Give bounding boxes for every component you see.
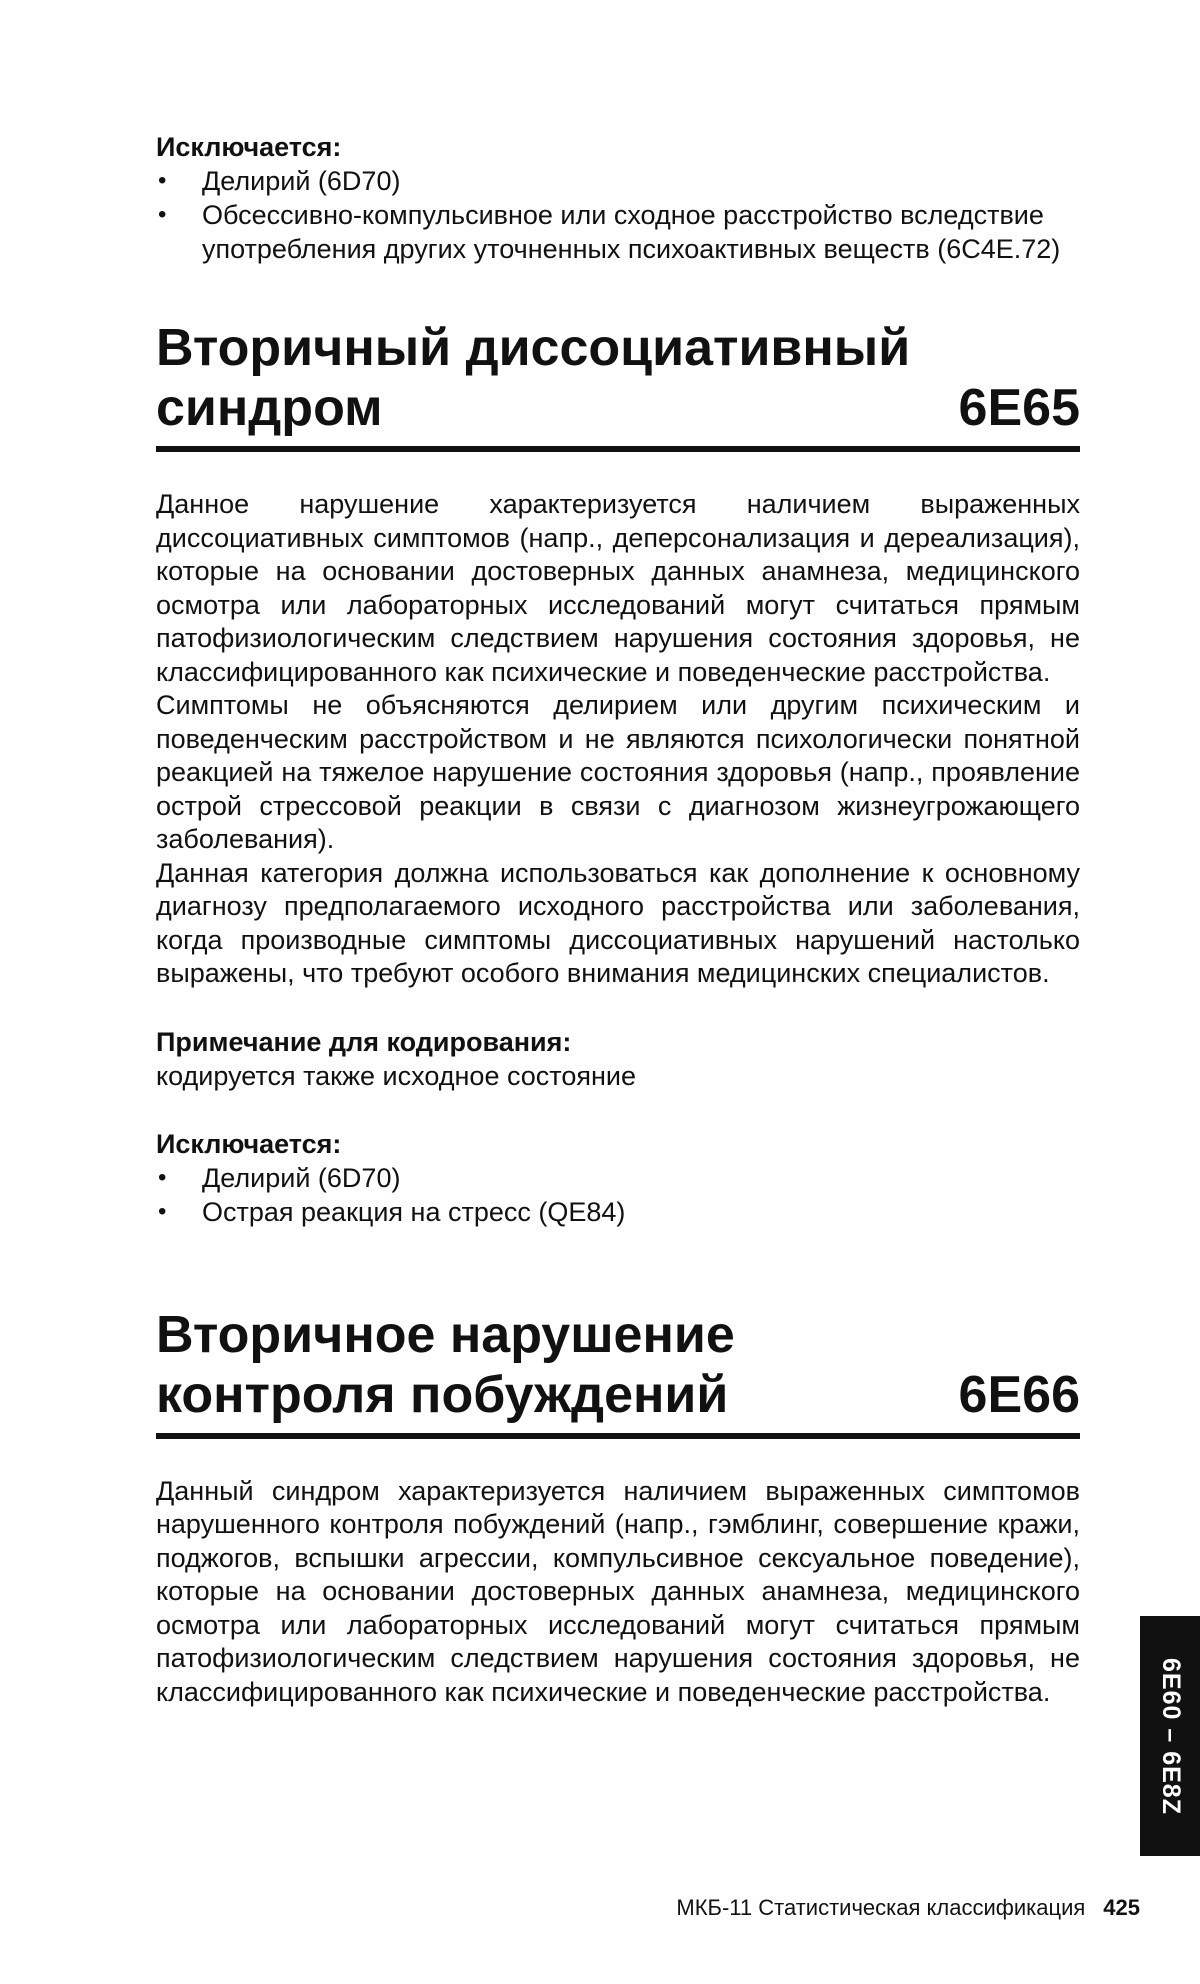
exclusions-list — [156, 164, 1080, 266]
page-content — [156, 130, 1080, 1709]
publication-title: МКБ-11 Статистическая классификация — [676, 1895, 1086, 1920]
chapter-range-label: 6E60 – 6E8Z — [1156, 1657, 1185, 1815]
section-6e66 — [156, 1305, 1080, 1710]
exclusion-item: • Делирий (6D70) — [156, 1161, 1080, 1195]
exclusions-list — [156, 1161, 1080, 1229]
coding-note — [156, 1025, 1080, 1093]
description-paragraph: Данная категория должна использоваться как дополнение к основному диагнозу предполагаемого исходного расстройства или заболевания, когда производные симптомы диссоциативных нарушений настолько выражены, что требуют особого внимания медицинских специалистов. — [156, 857, 1080, 988]
description-paragraph: Симптомы не объясняются делирием или другим психическим и поведенческим расстройством и не являются психологически понятной реакцией на тяжелое нарушение состояния здоровья (напр., проявление острой стрессовой реакции в связи с диагнозом жизнеугрожающего заболевания). — [156, 690, 1080, 854]
section-header — [156, 1305, 1080, 1439]
section-body — [156, 1475, 1080, 1710]
page-footer — [600, 1894, 1140, 1922]
section-body — [156, 488, 1080, 991]
section-exclusions — [156, 1127, 1080, 1229]
section-title: Вторичное нарушение контроля побуждений — [156, 1305, 735, 1424]
top-exclusions — [156, 130, 1080, 266]
description-paragraph: Данное нарушение характеризуется наличием выраженных диссоциативных симптомов (напр., деперсонализация и дереализация), которые на основании достоверных данных анамнеза, медицинского осмотра или лабораторных исследований могут считаться прямым патофизиологическим следствием нарушения состояния здоровья, не классифицированного как психические и поведенческие расстройства. — [156, 489, 1080, 687]
exclusion-item: • Обсессивно-компульсивное или сходное расстройство вследствие употребления других уточненных психоактивных веществ (6C4E.72) — [156, 198, 1080, 266]
section-6e65 — [156, 318, 1080, 1229]
section-title: Вторичный диссоциативный синдром — [156, 319, 911, 437]
exclusion-item: • Острая реакция на стресс (QE84) — [156, 1195, 1080, 1229]
coding-note-label: Примечание для кодирования: — [156, 1026, 572, 1057]
page-number: 425 — [1103, 1895, 1140, 1920]
section-header — [156, 318, 1080, 452]
section-code: 6E65 — [958, 379, 1080, 437]
exclusions-label: Исключается: — [156, 132, 342, 162]
coding-note-text: кодируется также исходное состояние — [156, 1060, 636, 1091]
exclusion-item: • Делирий (6D70) — [156, 164, 1080, 198]
exclusions-label: Исключается: — [156, 1128, 342, 1159]
chapter-range-tab — [1140, 1616, 1200, 1856]
description-paragraph: Данный синдром характеризуется наличием выраженных симптомов нарушенного контроля побуждений (напр., гэмблинг, совершение кражи, поджогов, вспышки агрессии, компульсивное сексуальное поведение), которые на основании достоверных данных анамнеза, медицинского осмотра или лабораторных исследований могут считаться прямым патофизиологическим следствием нарушения состояния здоровья, не классифицированного как психические и поведенческие расстройства. — [156, 1475, 1080, 1707]
section-code: 6E66 — [958, 1365, 1080, 1424]
